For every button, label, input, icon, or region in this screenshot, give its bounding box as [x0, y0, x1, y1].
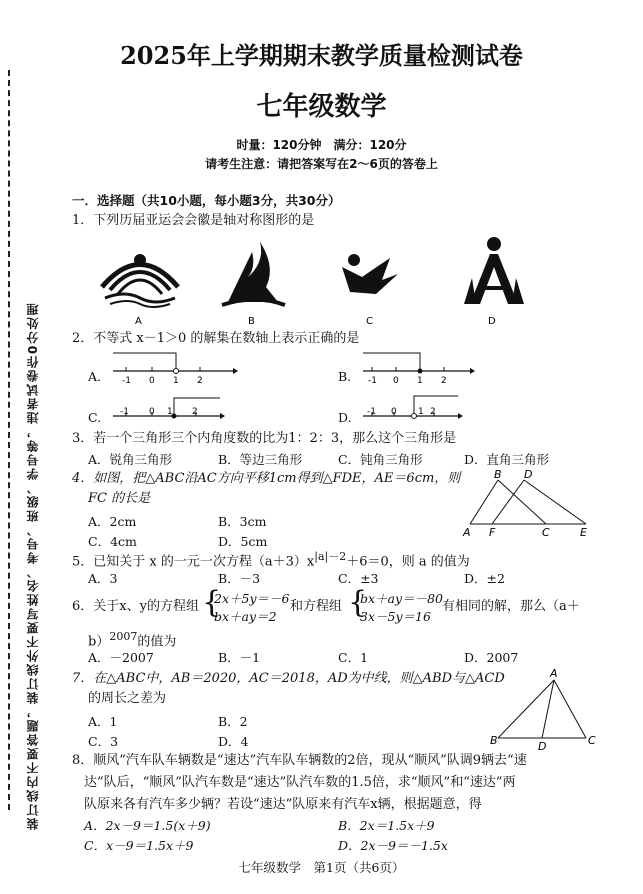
emblem-c-icon: [342, 254, 398, 294]
q2c-tick-3: 1: [167, 407, 173, 417]
q4-label-e: E: [580, 526, 587, 539]
q2-numberline-a[interactable]: [108, 345, 238, 387]
q2c-tick-4: 2: [192, 407, 198, 417]
q2c-tick-1: -1: [120, 407, 129, 417]
page-footer: 七年级数学 第1页（共6页）: [238, 860, 405, 875]
q6-brace-2: {: [348, 585, 368, 620]
q8-option-d[interactable]: D．2x－9＝－1.5x: [338, 838, 448, 853]
q8-line-3: 队原来各有汽车多少辆？若设“速达”队原来有汽车x辆，根据题意，得: [84, 797, 482, 812]
q6-option-a[interactable]: A．－2007: [88, 650, 154, 665]
q3-option-a[interactable]: A．锐角三角形: [88, 452, 173, 467]
binding-dashed-line: [8, 70, 10, 810]
q4-stem-2: FC 的长是: [88, 491, 151, 506]
q1-emblems: [80, 232, 560, 327]
q2d-tick-1: -1: [367, 407, 376, 417]
q8-line-1: 8．顺风”汽车队车辆数是“速达”汽车队车辆数的2倍，现从“顺风”队调9辆去“速: [72, 753, 527, 768]
time-score: 时量：120分钟 满分：120分: [236, 138, 407, 152]
q6-sys2-eq1: bx＋ay＝－80: [360, 591, 443, 606]
q6-sys2-eq2: 3x－5y＝16: [360, 609, 431, 624]
q7-label-c: C: [588, 734, 596, 747]
q7-option-b[interactable]: B．2: [218, 714, 248, 729]
q6-stem-a: 6．关于x、y的方程组: [72, 599, 199, 614]
q5-stem-end: ＋6＝0，则 a 的值为: [346, 554, 470, 570]
q2a-tick-4: 2: [197, 376, 203, 386]
q7-stem-2: 的周长之差为: [88, 691, 167, 706]
q5-option-b[interactable]: B．－3: [218, 571, 261, 586]
q2-option-d-label: D.: [338, 410, 352, 425]
q7-stem-1: 7．在△ABC中，AB＝2020，AC＝2018，AD为中线，则△ABD与△ACD: [72, 671, 505, 686]
q4-option-b[interactable]: B．3cm: [218, 514, 267, 529]
q8-option-c[interactable]: C．x－9＝1.5x＋9: [84, 838, 194, 853]
q2-numberline-d[interactable]: [358, 390, 468, 426]
q4-figure: [462, 468, 597, 540]
q6-sys1-eq2: bx＋ay＝2: [214, 609, 277, 624]
q2d-tick-4: 2: [430, 407, 436, 417]
q5-option-d[interactable]: D．±2: [464, 571, 505, 586]
q6-mid: 和方程组: [290, 599, 343, 614]
q1-stem: 1．下列历届亚运会会徽是轴对称图形的是: [72, 213, 315, 228]
q4-option-a[interactable]: A．2cm: [88, 514, 137, 529]
q3-option-b[interactable]: B．等边三角形: [218, 452, 303, 467]
q8-line-2: 达”队后，“顺风”队汽车数是“速达”队汽车数的1.5倍，求“顺风”和“速达”两: [84, 775, 516, 790]
q4-label-f: F: [489, 526, 496, 539]
q2-numberline-b[interactable]: [358, 345, 478, 387]
emblem-d-icon: [464, 237, 524, 304]
q4-option-c[interactable]: C．4cm: [88, 534, 137, 549]
q2b-tick-3: 1: [417, 376, 423, 386]
q3-option-c[interactable]: C．钝角三角形: [338, 452, 423, 467]
q3-option-d[interactable]: D．直角三角形: [464, 452, 550, 467]
q2-stem: 2．不等式 x－1＞0 的解集在数轴上表示正确的是: [72, 331, 360, 346]
q2a-tick-1: -1: [122, 376, 131, 386]
q4-label-a: A: [463, 526, 471, 539]
q7-label-b: B: [490, 734, 498, 747]
q2-option-c-label: C.: [88, 410, 102, 425]
q2-option-a-label: A.: [88, 369, 102, 384]
binding-notice: 装订线内不要答题，装订线外不要写姓名、考号、班级、学号等，违者试卷作0分处理: [26, 301, 40, 830]
q8-option-a[interactable]: A．2x－9＝1.5(x＋9): [84, 818, 211, 833]
q4-stem-1: 4．如图，把△ABC沿AC方向平移1cm得到△FDE，AE＝6cm，则: [72, 471, 461, 486]
q6-line2-end: 的值为: [137, 634, 177, 650]
q4-label-c: C: [542, 526, 550, 539]
q7-label-a: A: [550, 667, 558, 680]
q2b-tick-4: 2: [441, 376, 447, 386]
q1-label-d: D: [488, 316, 496, 327]
q6-brace-1: {: [202, 585, 222, 620]
emblem-a-icon: [102, 254, 178, 307]
q1-label-c: C: [366, 316, 373, 327]
q2-option-b-label: B.: [338, 369, 352, 384]
q6-sys1-eq1: 2x＋5y＝－6: [214, 591, 290, 606]
q6-line2-start: b）: [88, 634, 110, 650]
q5-exponent: |a|－2: [314, 550, 347, 563]
q2c-tick-2: 0: [149, 407, 155, 417]
q6-option-d[interactable]: D．2007: [464, 650, 519, 665]
q2-numberline-c[interactable]: [108, 390, 228, 426]
q5-stem-start: 5．已知关于 x 的一元一次方程（a＋3）x: [72, 554, 315, 570]
subject-title: 七年级数学: [256, 92, 387, 122]
emblem-b-icon: [222, 242, 285, 305]
q7-option-c[interactable]: C．3: [88, 734, 119, 749]
q1-label-b: B: [248, 316, 255, 327]
exam-title: 2025年上学期期末教学质量检测试卷: [120, 41, 523, 70]
q8-option-b[interactable]: B．2x＝1.5x＋9: [338, 818, 435, 833]
q2d-tick-2: 0: [391, 407, 397, 417]
q6-exponent: 2007: [109, 630, 138, 643]
section-heading: 一．选择题（共10小题，每小题3分，共30分）: [72, 193, 341, 208]
q7-option-a[interactable]: A．1: [88, 714, 118, 729]
q6-option-b[interactable]: B．－1: [218, 650, 261, 665]
q4-label-d: D: [524, 468, 533, 481]
q2a-tick-2: 0: [149, 376, 155, 386]
q7-option-d[interactable]: D．4: [218, 734, 249, 749]
q5-option-c[interactable]: C．±3: [338, 571, 379, 586]
candidate-notice: 请考生注意：请把答案写在2～6页的答卷上: [205, 157, 438, 171]
q4-label-b: B: [494, 468, 502, 481]
q4-option-d[interactable]: D．5cm: [218, 534, 268, 549]
binding-margin: [0, 0, 58, 894]
q2b-tick-2: 0: [393, 376, 399, 386]
q3-stem: 3．若一个三角形三个内角度数的比为1：2：3，那么这个三角形是: [72, 431, 457, 446]
q5-stem: [72, 548, 470, 571]
q5-option-a[interactable]: A．3: [88, 571, 118, 586]
q2a-tick-3: 1: [173, 376, 179, 386]
q7-figure: [490, 666, 600, 752]
q7-label-d: D: [538, 740, 547, 752]
q1-label-a: A: [135, 316, 142, 327]
q6-option-c[interactable]: C．1: [338, 650, 369, 665]
q2b-tick-1: -1: [368, 376, 377, 386]
q6-stem-b: 有相同的解，那么（a＋: [442, 599, 580, 614]
q2d-tick-3: 1: [418, 407, 424, 417]
